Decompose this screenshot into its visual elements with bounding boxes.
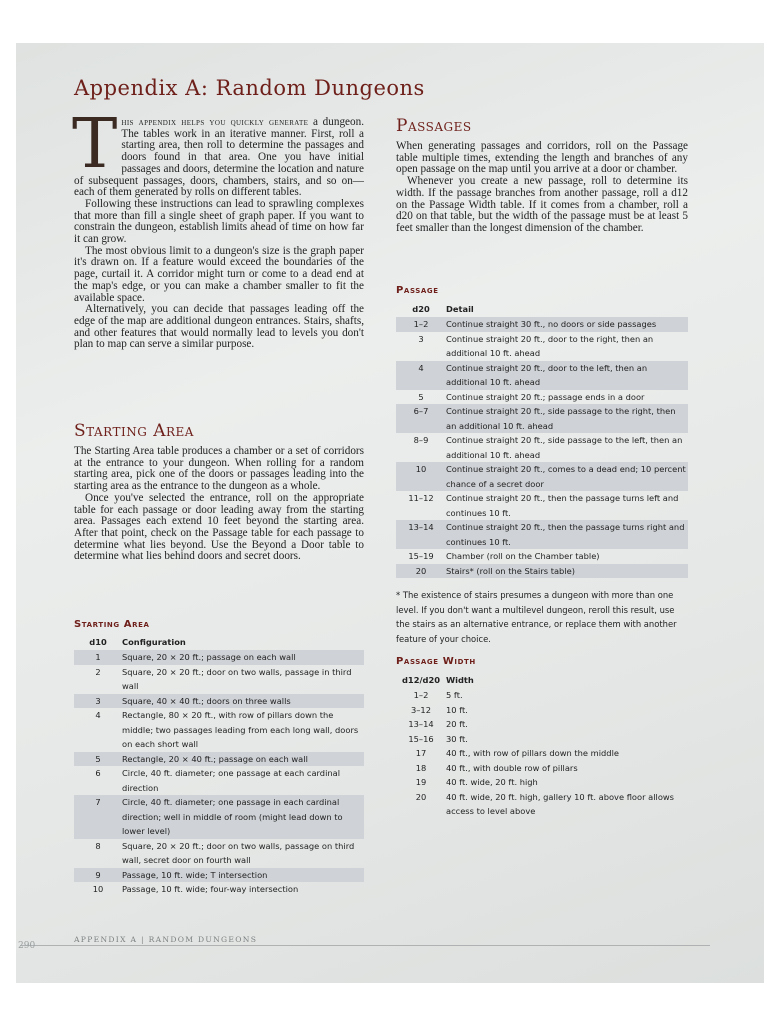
passage-width-row-roll: 13–14 [408, 719, 434, 729]
passages-paragraph-1: When generating passages and corridors, roll on the Passage table multiple times, extending the length and branches of any open passage on the map until you arrive at a door or chamber. [396, 140, 688, 176]
passage-row-roll: 20 [396, 564, 446, 579]
passages-heading: Passages [396, 116, 472, 136]
starting-area-row [74, 882, 364, 897]
passage-width-row-text: 20 ft. [446, 719, 468, 729]
passage-row-text: Continue straight 20 ft.; passage ends in a door [446, 391, 645, 402]
passage-row-roll: 13–14 [396, 520, 446, 549]
passage-width-row-text: 40 ft., with row of pillars down the middle [446, 748, 619, 758]
starting-area-row-roll: 3 [74, 694, 122, 709]
intro-paragraph-1-text: a dungeon. The tables work in an iterative manner. First, roll a starting area, then roll to determine the passages and doors found in that area. One you have initial passages and doors, determine the location and nature of subsequent passages, doors, chambers, stairs, and so on—each of them generated by rolls on different tables. [74, 116, 364, 199]
intro-paragraph-1 [72, 105, 364, 199]
starting-area-row-text: Circle, 40 ft. diameter; one passage at each cardinal direction [122, 768, 341, 793]
passage-width-row-roll: 3–12 [411, 704, 431, 715]
starting-area-row-text: Circle, 40 ft. diameter; one passage in each cardinal direction; well in middle of room (might lead down to lower level) [122, 795, 364, 839]
starting-area-row-text: Square, 20 × 20 ft.; passage on each wall [122, 650, 364, 665]
page-title: Appendix A: Random Dungeons [74, 76, 425, 100]
passage-row-text: Continue straight 20 ft., door to the right, then an additional 10 ft. ahead [446, 333, 654, 358]
passage-width-table-title: Passage Width [396, 656, 476, 667]
starting-area-row-roll: 2 [95, 666, 101, 677]
starting-area-paragraph-2: Once you've selected the entrance, roll on the appropriate table for each passage or door leading away from the starting area. Passages each extend 10 feet beyond the starting area. After that point, check on the Passage table for each passage to determine what lies beyond. Use the Beyond a Door table to determine what lies behind doors and secret doors. [74, 491, 364, 563]
starting-area-row [74, 752, 364, 767]
starting-area-row [74, 839, 364, 868]
starting-area-row [74, 795, 364, 839]
passage-row-text: Continue straight 20 ft., door to the left, then an additional 10 ft. ahead [446, 361, 688, 390]
passage-row [396, 361, 688, 390]
passage-row-roll: 15–19 [408, 551, 434, 561]
passage-row [396, 462, 688, 491]
passage-width-row [396, 688, 688, 703]
passage-row [396, 404, 688, 433]
passage-row-text: Continue straight 20 ft., then the passage turns left and continues 10 ft. [446, 493, 679, 518]
passage-row-text: Continue straight 30 ft., no doors or side passages [446, 317, 688, 332]
starting-area-row-roll: 1 [74, 650, 122, 665]
starting-area-table [74, 635, 364, 897]
passage-row-text: Continue straight 20 ft., comes to a dead end; 10 percent chance of a secret door [446, 462, 688, 491]
passage-row-roll: 8–9 [413, 435, 429, 445]
column-header-d20: d20 [412, 304, 430, 314]
starting-area-row [74, 694, 364, 709]
passage-row-text: Stairs* (roll on the Stairs table) [446, 564, 688, 579]
passage-row-roll: 11–12 [408, 493, 434, 503]
passage-row-text: Continue straight 20 ft., side passage to the left, then an additional 10 ft. ahead [446, 435, 683, 460]
passage-row [396, 433, 688, 462]
intro-lead: his appendix helps you quickly generate [121, 117, 309, 128]
starting-area-paragraph-1: The Starting Area table produces a chamber or a set of corridors at the entrance to your dungeon. When rolling for a random starting area, pick one of the doors or passages leading into the starting area as the entrance to the dungeon as a whole. [74, 445, 364, 493]
column-header-width: Width [446, 675, 474, 685]
starting-area-row-text: Square, 20 × 20 ft.; door on two walls, passage on third wall, secret door on fourth wall [122, 840, 355, 865]
passage-width-row-roll: 15–16 [408, 733, 434, 744]
passage-width-row [396, 717, 688, 732]
passage-row [396, 317, 688, 332]
passage-width-row [396, 732, 688, 747]
starting-area-section [74, 446, 364, 563]
starting-area-row [74, 650, 364, 665]
passage-width-row-roll: 1–2 [413, 690, 429, 700]
starting-area-row-text: Rectangle, 80 × 20 ft., with row of pillars down the middle; two passages leading from each long wall, doors on each short wall [122, 710, 359, 749]
starting-area-row-roll: 10 [92, 884, 104, 894]
passage-width-row [396, 746, 688, 761]
passage-table-title: Passage [396, 285, 439, 296]
starting-area-row-roll: 4 [95, 710, 101, 720]
stairs-footnote: * The existence of stairs presumes a dungeon with more than one level. If you don't want a multilevel dungeon, reroll this result, use the stairs as an alternative entrance, or replace them with another feature of your choice. [396, 590, 677, 644]
passage-row-roll: 5 [418, 391, 424, 402]
starting-area-row-roll: 6 [95, 768, 101, 778]
passage-width-table [396, 673, 688, 819]
starting-area-heading: Starting Area [74, 421, 194, 441]
column-header-detail: Detail [446, 304, 474, 314]
starting-area-row-roll: 7 [74, 795, 122, 839]
passage-row-roll: 6–7 [396, 404, 446, 433]
starting-area-row-text: Square, 20 × 20 ft.; door on two walls, passage in third wall [122, 666, 352, 691]
starting-area-row-roll: 5 [74, 752, 122, 767]
column-header-d12-d20: d12/d20 [401, 675, 440, 685]
running-head: APPENDIX A | RANDOM DUNGEONS [74, 935, 258, 944]
passage-width-row-roll: 19 [415, 777, 427, 787]
passage-row [396, 332, 688, 361]
passage-width-row-text: 30 ft. [446, 733, 468, 744]
passage-width-row-text: 40 ft., with double row of pillars [446, 762, 578, 773]
passage-width-row [396, 703, 688, 718]
passage-row [396, 390, 688, 405]
intro-paragraph-2: Following these instructions can lead to sprawling complexes that more than fill a single sheet of graph paper. If you want to constrain the dungeon, establish limits ahead of time on how far it can grow. [74, 197, 364, 246]
starting-area-row-text: Square, 40 × 40 ft.; doors on three walls [122, 694, 364, 709]
passage-row [396, 549, 688, 564]
passage-width-row [396, 775, 688, 790]
passage-width-row-roll: 17 [415, 748, 427, 758]
passage-row-roll: 10 [396, 462, 446, 491]
passage-width-row [396, 761, 688, 776]
intro-paragraph-4: Alternatively, you can decide that passages leading off the edge of the map are additional dungeon entrances. Stairs, shafts, and other features that would normally lead to levels you don't plan to map can serve a similar purpose. [74, 303, 364, 351]
starting-area-row [74, 665, 364, 694]
passage-width-row-roll: 20 [415, 791, 427, 802]
passage-table [396, 302, 688, 578]
passage-width-row-text: 5 ft. [446, 690, 463, 700]
intro-section [72, 105, 364, 351]
passage-row-text: Continue straight 20 ft., then the passage turns right and continues 10 ft. [446, 520, 688, 549]
starting-area-row-roll: 8 [95, 840, 101, 851]
passage-row-roll: 3 [418, 333, 424, 344]
passages-paragraph-2: Whenever you create a new passage, roll to determine its width. If the passage branches from another passage, roll a d12 on the Passage Width table. If it comes from a chamber, roll a d20 on that table, but the width of the passage must be at least 5 feet smaller than the longest dimension of the chamber. [396, 175, 688, 234]
column-header-d10: d10 [89, 637, 107, 647]
passage-width-row-text: 10 ft. [446, 704, 468, 715]
page-number: 290 [18, 941, 36, 951]
passage-width-row-text: 40 ft. wide, 20 ft. high, gallery 10 ft. above floor allows access to level above [446, 791, 675, 816]
passage-row-roll: 4 [396, 361, 446, 390]
passage-row [396, 491, 688, 520]
passage-row-text: Chamber (roll on the Chamber table) [446, 551, 600, 561]
footer-rule [20, 945, 710, 946]
starting-area-row [74, 868, 364, 883]
passage-row-roll: 1–2 [396, 317, 446, 332]
starting-area-row-roll: 9 [74, 868, 122, 883]
starting-area-row-text: Rectangle, 20 × 40 ft.; passage on each wall [122, 752, 364, 767]
starting-area-row-text: Passage, 10 ft. wide; four-way intersection [122, 884, 299, 894]
intro-paragraph-3: The most obvious limit to a dungeon's size is the graph paper it's drawn on. If a feature would exceed the boundaries of the page, curtail it. A corridor might turn or come to a dead end at the map's edge, or you can make a chamber smaller to fit the available space. [74, 244, 364, 304]
drop-cap: T [72, 105, 118, 184]
passage-width-row-roll: 18 [415, 762, 427, 773]
passages-section [396, 141, 688, 235]
starting-area-row [74, 766, 364, 795]
passage-width-row-text: 40 ft. wide, 20 ft. high [446, 777, 538, 787]
passage-row [396, 520, 688, 549]
starting-area-row [74, 708, 364, 752]
passage-row-text: Continue straight 20 ft., side passage to the right, then an additional 10 ft. ahead [446, 404, 688, 433]
starting-area-table-title: Starting Area [74, 619, 150, 630]
column-header-configuration: Configuration [122, 637, 186, 647]
passage-width-row [396, 790, 688, 819]
starting-area-row-text: Passage, 10 ft. wide; T intersection [122, 868, 364, 883]
passage-row [396, 564, 688, 579]
